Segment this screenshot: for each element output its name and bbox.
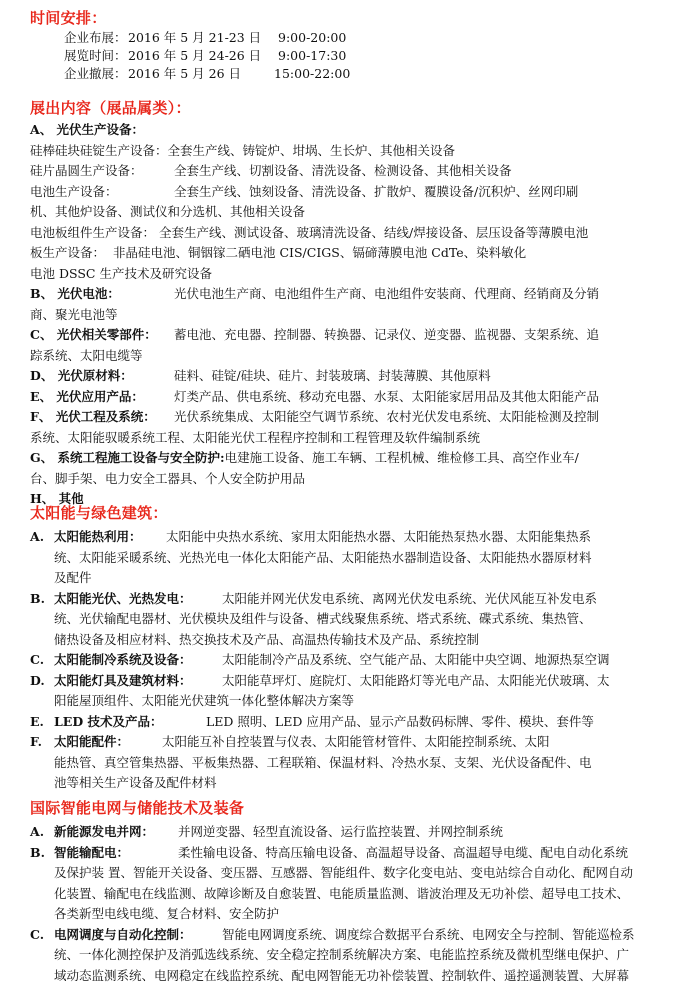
category-a-line <box>30 202 655 223</box>
item-title: 太阳能制冷系统及设备： <box>54 652 192 667</box>
line-label: 电池生产设备： <box>30 183 118 199</box>
item-cont: 及保护装 置、智能开关设备、变压器、互感器、智能组件、数字化变电站、变电站综合自动化、配网自动 <box>54 865 633 880</box>
item-marker: A. <box>30 529 45 544</box>
item-text: 太阳能草坪灯、庭院灯、太阳能路灯等光电产品、太阳能光伏玻璃、太 <box>222 672 610 688</box>
schedule-date: 2016 年 5 月 21-23 日 <box>128 30 262 45</box>
item-cont: 化装置、输配电在线监测、故障诊断及自愈装置、电能质量监测、谐波治理及无功补偿、超导电工技术、 <box>54 885 630 901</box>
item-title: 太阳能光伏、光热发电： <box>54 590 192 606</box>
grid-item <box>30 843 655 925</box>
category-e <box>30 387 655 408</box>
item-text: 太阳能制冷产品及系统、空气能产品、太阳能中央空调、地源热泵空调 <box>222 652 610 667</box>
item-marker: B. <box>30 844 45 860</box>
item-cont: 能热管、真空管集热器、平板集热器、工程联箱、保温材料、冷热水泵、支架、光伏设备配件、电 <box>54 754 592 770</box>
line-text: 全套生产线、铸锭炉、坩埚、生长炉、其他相关设备 <box>167 142 456 158</box>
solar-item <box>30 712 655 733</box>
schedule-row <box>64 65 624 83</box>
schedule-time: 9:00-20:00 <box>278 30 347 45</box>
schedule-date: 2016 年 5 月 24-26 日 <box>128 48 262 63</box>
solar-item <box>30 732 655 794</box>
category-g <box>30 448 655 469</box>
item-text: 太阳能互补自控装置与仪表、太阳能管材管件、太阳能控制系统、太阳 <box>162 734 550 749</box>
item-marker: C. <box>30 926 45 942</box>
category-a-title: A、 光伏生产设备： <box>30 122 145 137</box>
line-text: 全套生产线、测试设备、玻璃清洗设备、结线/焊接设备、层压设备等薄膜电池 <box>159 224 589 240</box>
category-d <box>30 366 655 387</box>
item-cont: 阳能屋顶组件、太阳能光伏建筑一体化整体解决方案等 <box>54 693 355 708</box>
grid-item <box>30 925 655 987</box>
category-a-line <box>30 141 655 162</box>
grid-section <box>30 822 655 986</box>
item-marker: E. <box>30 713 44 729</box>
schedule-time: 9:00-17:30 <box>278 48 347 63</box>
schedule-heading: 时间安排： <box>30 9 107 27</box>
category-a-line <box>30 182 655 203</box>
item-title: 新能源发电并网： <box>54 824 155 839</box>
grid-heading: 国际智能电网与储能技术及装备 <box>30 799 245 817</box>
line-text: 非晶硅电池、铜铟镓二硒电池 CIS/CIGS、镉碲薄膜电池 CdTe、染料敏化 <box>113 245 527 260</box>
line-label: 硅棒硅块硅锭生产设备： <box>30 142 168 158</box>
category-a-line <box>30 264 655 285</box>
category-g-text: 电建施工设备、施工车辆、工程机械、维检修工具、高空作业车/ <box>224 450 579 465</box>
solar-section <box>30 527 655 794</box>
category-b <box>30 284 655 305</box>
category-c-cont: 踪系统、太阳电缆等 <box>30 347 143 363</box>
schedule-date: 2016 年 5 月 26 日 <box>128 66 242 81</box>
schedule-row <box>64 47 624 65</box>
category-c-title: C、 光伏相关零部件： <box>30 327 157 342</box>
category-h-title: H、 其他 <box>30 491 84 506</box>
item-text: 并网逆变器、轻型直流设备、运行监控装置、并网控制系统 <box>178 824 504 839</box>
exhibits-section <box>30 120 655 510</box>
solar-item <box>30 527 655 589</box>
item-text: 太阳能中央热水系统、家用太阳能热水器、太阳能热泵热水器、太阳能集热系 <box>166 529 592 544</box>
item-marker: B. <box>30 590 45 606</box>
category-d-text: 硅料、硅锭/硅块、硅片、封装玻璃、封装薄膜、其他原料 <box>174 368 491 383</box>
category-g-cont: 台、脚手架、电力安全工器具、个人安全防护用品 <box>30 470 306 486</box>
item-cont: 池等相关生产设备及配件材料 <box>54 775 217 790</box>
item-marker: F. <box>30 734 42 749</box>
solar-item <box>30 671 655 712</box>
item-title: 电网调度与自动化控制： <box>54 926 192 942</box>
schedule-time: 15:00-22:00 <box>274 66 351 81</box>
item-cont: 各类新型电线电缆、复合材料、安全防护 <box>54 906 280 921</box>
item-cont: 及配件 <box>54 570 92 585</box>
item-text: 太阳能并网光伏发电系统、离网光伏发电系统、光伏风能互补发电系 <box>222 590 598 606</box>
category-f-title: F、 光伏工程及系统： <box>30 409 156 424</box>
category-b-title: B、 光伏电池： <box>30 286 120 301</box>
line-text: 全套生产线、蚀刻设备、清洗设备、扩散炉、覆膜设备/沉积炉、丝网印刷 <box>174 183 579 199</box>
line-label: 电池板组件生产设备： <box>30 224 156 240</box>
solar-item <box>30 650 655 671</box>
item-text: LED 照明、LED 应用产品、显示产品数码标牌、零件、模块、套件等 <box>206 713 594 729</box>
solar-heading: 太阳能与绿色建筑： <box>30 504 168 522</box>
schedule-label: 企业布展： <box>64 30 127 45</box>
item-cont: 储热设备及相应材料、热交换技术及产品、高温热传输技术及产品、系统控制 <box>54 631 480 647</box>
category-f <box>30 407 655 428</box>
grid-item <box>30 822 655 843</box>
category-g-title: G、 系统工程施工设备与安全防护: <box>30 450 225 465</box>
item-cont: 统、一体化测控保护及消弧选线系统、安全稳定控制系统解决方案、电能监控系统及微机型继电保护、广 <box>54 947 630 962</box>
item-title: 太阳能配件： <box>54 734 130 749</box>
category-d-title: D、 光伏原材料： <box>30 368 133 383</box>
line-text: 机、其他炉设备、测试仪和分选机、其他相关设备 <box>30 204 306 219</box>
item-marker: A. <box>30 824 45 839</box>
item-title: 太阳能热利用： <box>54 529 142 544</box>
item-cont: 域动态监测系统、电网稳定在线监控系统、配电网智能无功补偿装置、控制软件、遥控遥测装置、大屏幕 <box>54 967 630 983</box>
line-label: 硅片晶圆生产设备： <box>30 163 143 178</box>
line-label: 板生产设备： <box>30 245 106 260</box>
category-e-title: E、 光伏应用产品： <box>30 388 144 404</box>
item-title: LED 技术及产品： <box>54 713 163 729</box>
schedule-label: 企业撤展： <box>64 66 127 81</box>
solar-item <box>30 589 655 651</box>
schedule-table <box>64 29 624 83</box>
exhibits-heading: 展出内容（展品属类）： <box>30 99 191 117</box>
item-text: 智能电网调度系统、调度综合数据平台系统、电网安全与控制、智能巡检系 <box>222 926 635 942</box>
category-b-cont: 商、聚光电池等 <box>30 306 118 322</box>
category-a-line <box>30 223 655 244</box>
item-marker: D. <box>30 672 45 688</box>
schedule-row <box>64 29 624 47</box>
category-e-text: 灯类产品、供电系统、移动充电器、水泵、太阳能家居用品及其他太阳能产品 <box>174 388 600 404</box>
item-title: 太阳能灯具及建筑材料： <box>54 672 192 688</box>
line-text: 电池 DSSC 生产技术及研究设备 <box>30 265 212 281</box>
item-title: 智能输配电： <box>54 844 130 860</box>
item-text: 柔性输电设备、特高压输电设备、高温超导设备、高温超导电缆、配电自动化系统 <box>178 844 629 860</box>
category-a-line <box>30 161 655 182</box>
category-c-text: 蓄电池、充电器、控制器、转换器、记录仪、逆变器、监视器、支架系统、追 <box>174 327 600 342</box>
category-b-text: 光伏电池生产商、电池组件生产商、电池组件安装商、代理商、经销商及分销 <box>174 286 600 301</box>
category-c <box>30 325 655 346</box>
item-cont: 统、光伏输配电器材、光伏模块及组件与设备、槽式线聚焦系统、塔式系统、碟式系统、集热管、 <box>54 611 592 626</box>
item-marker: C. <box>30 652 45 667</box>
category-a-line <box>30 243 655 264</box>
item-cont: 统、太阳能采暖系统、光热光电一体化太阳能产品、太阳能热水器制造设备、太阳能热水器原材料 <box>54 549 592 565</box>
schedule-label: 展览时间： <box>64 48 127 63</box>
category-f-cont: 系统、太阳能驭暖系统工程、太阳能光伏工程程序控制和工程管理及软件编制系统 <box>30 429 481 445</box>
line-text: 全套生产线、切割设备、清洗设备、检测设备、其他相关设备 <box>174 163 512 178</box>
category-f-text: 光伏系统集成、太阳能空气调节系统、农村光伏发电系统、太阳能检测及控制 <box>174 409 600 424</box>
